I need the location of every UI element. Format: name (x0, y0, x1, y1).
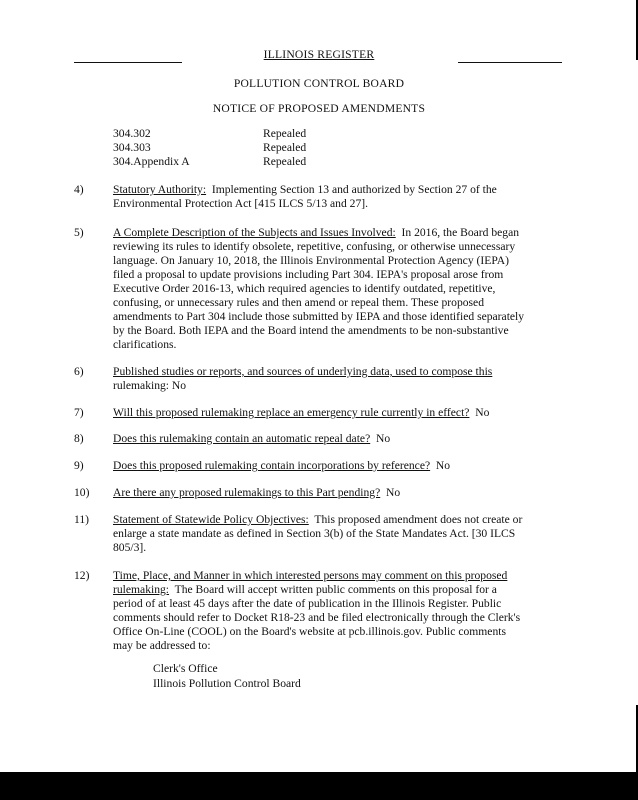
item-heading: Published studies or reports, and sources of underlying data, used to compose this (113, 365, 493, 378)
address-line: Illinois Pollution Control Board (153, 677, 301, 690)
item-line: This proposed amendment does not create or (314, 513, 523, 526)
item-line: may be addressed to: (113, 639, 211, 652)
item-line: confusing, or unnecessary rules and then amend or repeal them. These proposed (113, 296, 484, 309)
item-public-comment (113, 569, 563, 653)
item-line: No (475, 406, 490, 419)
item-emergency-rule (113, 406, 558, 420)
item-automatic-repeal (113, 432, 558, 446)
item-line: Executive Order 2016-13, which required agencies to identify outdated, repetitive, (113, 282, 496, 295)
scan-bottom-bar (0, 772, 638, 800)
item-line: rulemaking: (113, 583, 170, 596)
item-heading: Statement of Statewide Policy Objectives: (113, 513, 309, 526)
item-line: filed a proposal to update provisions including Part 304. IEPA's proposal arose from (113, 268, 504, 281)
item-line: rulemaking: No (113, 379, 187, 392)
item-pending-rulemakings (113, 486, 558, 500)
repealed-section: 304.303 (113, 141, 151, 154)
item-line: No (376, 432, 391, 445)
item-line: enlarge a state mandate as defined in Section 3(b) of the State Mandates Act. [30 ILCS (113, 527, 516, 540)
item-published-studies (113, 365, 558, 393)
agency-title: POLLUTION CONTROL BOARD (233, 77, 405, 90)
item-line: comments should refer to Docket R18-23 and be filed electronically through the Clerk's (113, 611, 521, 624)
item-heading: Will this proposed rulemaking replace an emergency rule currently in effect? (113, 406, 470, 419)
item-number: 5) (74, 226, 84, 239)
item-line: Implementing Section 13 and authorized by Section 27 of the (211, 183, 497, 196)
item-line: In 2016, the Board began (401, 226, 520, 239)
item-description (113, 226, 563, 352)
repealed-row (113, 155, 306, 169)
item-statutory-authority (113, 183, 558, 211)
item-line: clarifications. (113, 338, 177, 351)
item-line: The Board will accept written public comments on this proposal for a (174, 583, 497, 596)
item-line: by the Board. Both IEPA and the Board intend the amendments to be non-substantive (113, 324, 509, 337)
item-line: period of at least 45 days after the date of publication in the Illinois Register. Public (113, 597, 502, 610)
item-number: 8) (74, 432, 84, 445)
item-number: 4) (74, 183, 84, 196)
item-heading: Time, Place, and Manner in which interested persons may comment on this proposed (113, 569, 508, 582)
item-heading: Statutory Authority: (113, 183, 207, 196)
repealed-row (113, 127, 306, 141)
item-policy-objectives (113, 513, 563, 555)
header-rule-left (74, 62, 182, 63)
item-number: 10) (74, 486, 90, 499)
item-line: reviewing its rules to identify obsolete, repetitive, confusing, or otherwise unnecessary (113, 240, 516, 253)
item-line: No (386, 486, 401, 499)
item-line: language. On January 10, 2018, the Illinois Environmental Protection Agency (IEPA) (113, 254, 509, 267)
item-number: 12) (74, 569, 90, 582)
repealed-action: Repealed (263, 141, 307, 154)
item-incorporations (113, 459, 558, 473)
item-heading: Does this proposed rulemaking contain incorporations by reference? (113, 459, 431, 472)
repealed-row (113, 141, 306, 155)
item-line: amendments to Part 304 include those submitted by IEPA and those identified separately (113, 310, 525, 323)
item-heading: Are there any proposed rulemakings to this Part pending? (113, 486, 381, 499)
register-title: ILLINOIS REGISTER (263, 48, 375, 61)
repealed-section: 304.302 (113, 127, 151, 140)
item-line: No (435, 459, 451, 472)
address-line: Clerk's Office (153, 662, 218, 675)
item-number: 9) (74, 459, 84, 472)
repealed-action: Repealed (263, 155, 307, 168)
item-line: 805/3]. (113, 541, 147, 554)
repealed-section: 304.Appendix A (113, 155, 190, 168)
item-line: Office On-Line (COOL) on the Board's website at pcb.illinois.gov. Public comments (113, 625, 506, 638)
item-heading: Does this rulemaking contain an automatic repeal date? (113, 432, 371, 445)
item-line: Environmental Protection Act [415 ILCS 5/13 and 27]. (113, 197, 369, 210)
item-number: 11) (74, 513, 90, 526)
notice-title: NOTICE OF PROPOSED AMENDMENTS (212, 102, 426, 115)
item-number: 7) (74, 406, 84, 419)
item-number: 6) (74, 365, 84, 378)
item-heading: A Complete Description of the Subjects and Issues Involved: (113, 226, 396, 239)
header-rule-right (458, 62, 562, 63)
repealed-action: Repealed (263, 127, 307, 140)
